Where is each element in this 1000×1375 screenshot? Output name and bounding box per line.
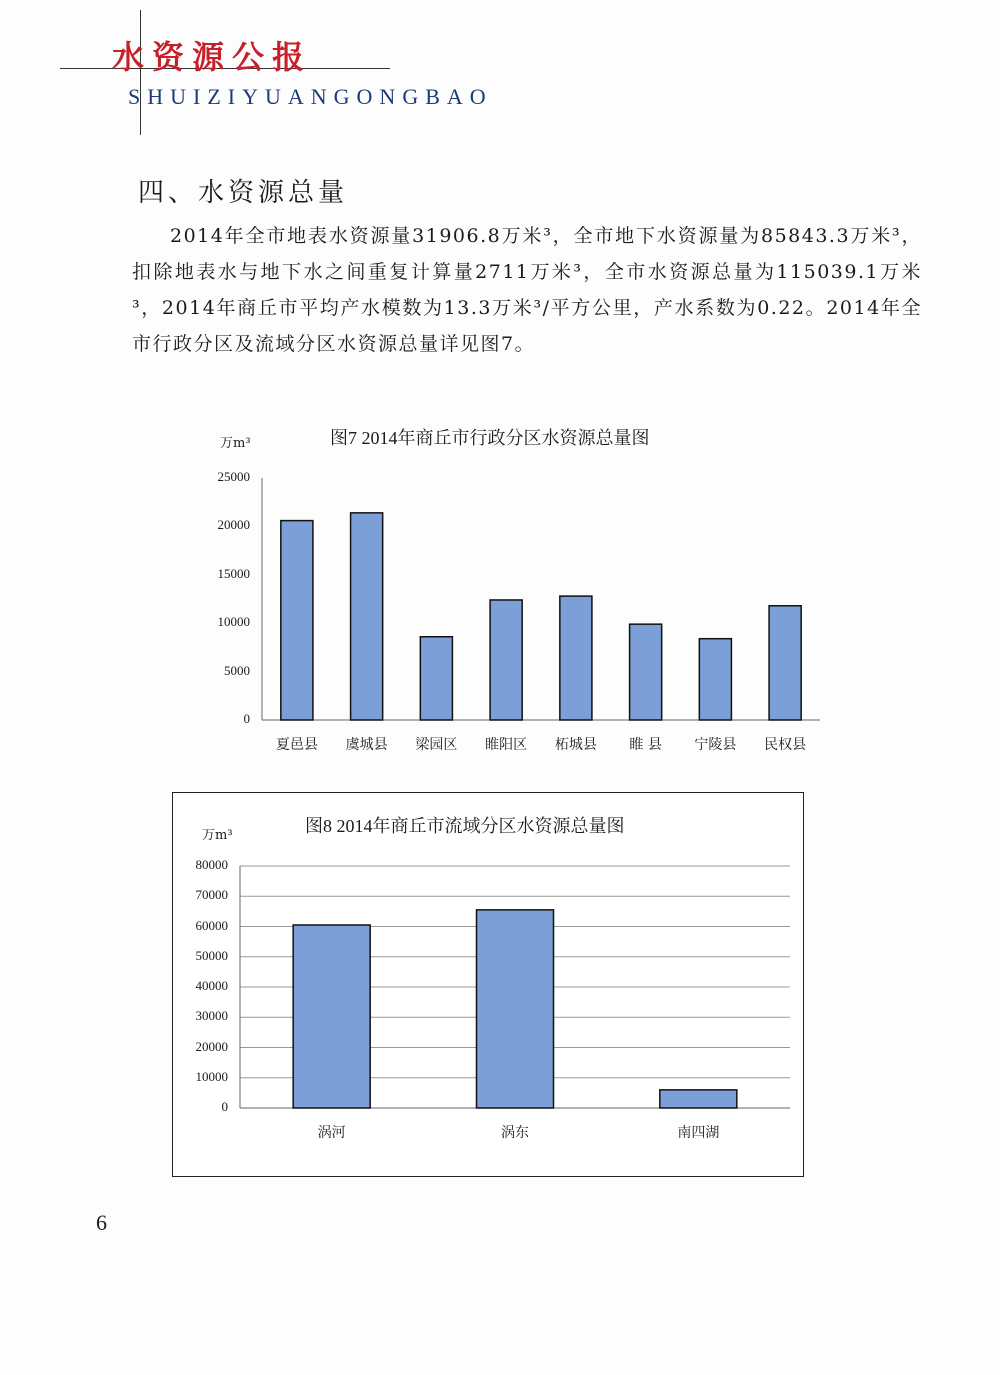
chart7-category-label: 夏邑县 <box>275 737 318 753</box>
chart8-ytick-label: 20000 <box>195 1038 228 1054</box>
publication-title: 水资源公报 <box>112 38 313 76</box>
chart7-ytick-label: 10000 <box>217 614 250 630</box>
page-number: 6 <box>96 1210 107 1235</box>
chart7-category-label: 民权县 <box>764 737 807 753</box>
chart8-ytick-label: 50000 <box>195 947 228 963</box>
chart7-category-label: 柘城县 <box>554 737 597 753</box>
chart7-category-label: 睢 县 <box>629 737 662 753</box>
chart7-unit-label: 万m³ <box>220 436 251 451</box>
chart7-category-label: 虞城县 <box>345 737 388 753</box>
chart8-category-label: 涡东 <box>501 1125 529 1141</box>
body-paragraph: 2014年全市地表水资源量31906.8万米³，全市地下水资源量为85843.3万米³，扣除地表水与地下水之间重复计算量2711万米³，全市水资源总量为115039.1万米³，2014年商丘市平均产水模数为13.3万米³/平方公里，产水系数为0.22。2014年全市行政分区及流域分区水资源总量详见图7。 <box>132 225 922 355</box>
chart7-ytick-label: 20000 <box>217 517 250 533</box>
chart7-title: 图7 2014年商丘市行政分区水资源总量图 <box>330 428 650 448</box>
chart8-ytick-label: 60000 <box>195 917 228 933</box>
chart8-category-label: 涡河 <box>317 1125 346 1141</box>
chart8-category-label: 南四湖 <box>677 1125 720 1141</box>
chart7-ytick-label: 5000 <box>224 662 250 678</box>
chart8-ytick-label: 10000 <box>195 1068 228 1084</box>
chart7-category-label: 梁园区 <box>415 737 458 753</box>
chart8-unit-label: 万m³ <box>202 828 233 843</box>
chart7-ytick-label: 25000 <box>217 469 250 484</box>
section-heading: 四、水资源总量 <box>138 178 349 208</box>
chart8-title: 图8 2014年商丘市流域分区水资源总量图 <box>305 816 625 836</box>
chart8-bar-2 <box>660 1090 737 1108</box>
chart8-ytick-label: 70000 <box>195 887 228 903</box>
chart7-ytick-label: 15000 <box>217 565 250 581</box>
chart7-ytick-label: 0 <box>243 711 250 726</box>
chart7-category-label: 睢阳区 <box>485 737 528 753</box>
chart7-category-label: 宁陵县 <box>694 737 737 753</box>
chart8-ytick-label: 0 <box>221 1099 228 1114</box>
chart8-bar-0 <box>293 925 370 1108</box>
publication-pinyin: SHUIZIYUANGONGBAO <box>128 84 493 109</box>
chart8-bar-1 <box>477 910 554 1108</box>
chart8-ytick-label: 30000 <box>195 1008 228 1024</box>
chart8-ytick-label: 80000 <box>195 857 228 872</box>
chart8-ytick-label: 40000 <box>195 978 228 993</box>
